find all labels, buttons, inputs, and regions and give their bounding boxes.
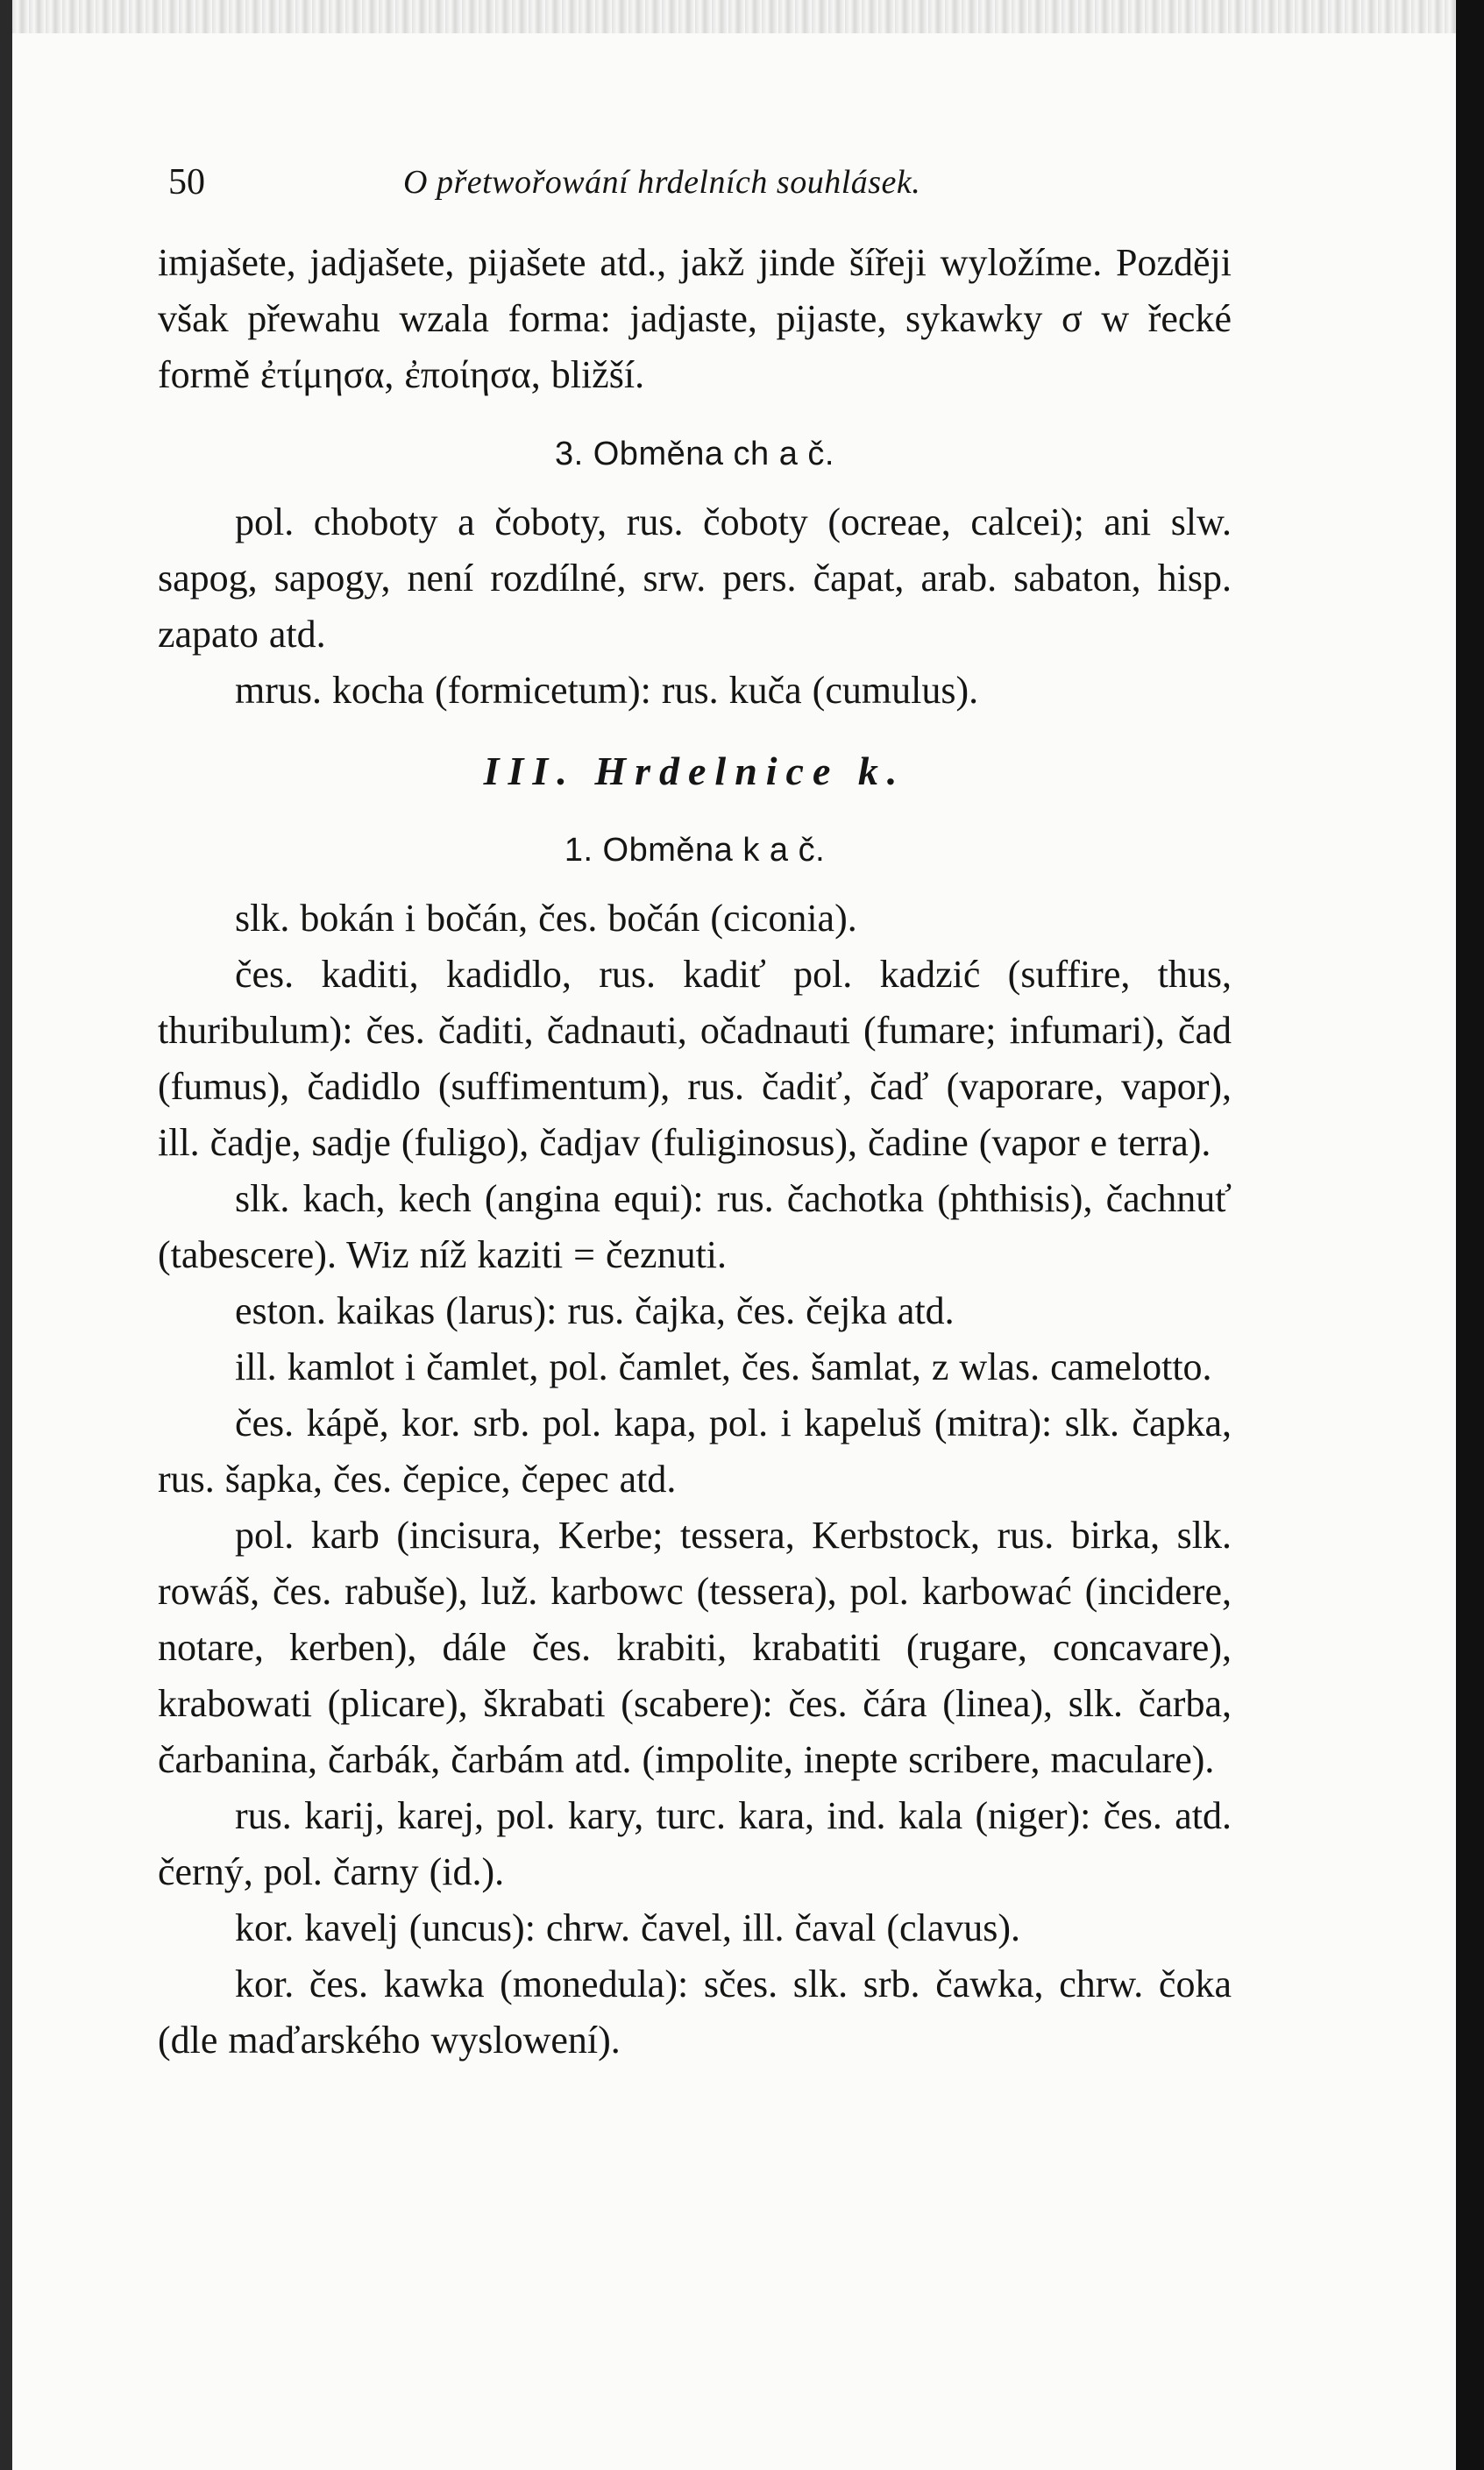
section-heading-hrdelnice-k: III. Hrdelnice k. — [483, 749, 906, 793]
paragraph-continuation: imjašete, jadjašete, pijašete atd., jakž jinde šířeji wyložíme. Později však přewahu wzala forma: jadjaste, pijaste, sykawky σ w řecké formě ἐτίμησα, ἐποίησα, bližší. — [158, 241, 1232, 396]
subsection-heading-k-c: 1. Obměna k a č. — [564, 832, 826, 869]
paragraph-karb: pol. karb (incisura, Kerbe; tessera, Kerbstock, rus. birka, slk. rowáš, čes. rabuše), luž. karbowc (tessera), pol. karbować (incidere, notare, kerben), dále čes. krabiti, krabatiti (rugare, concavare), krabowati (plicare), škrabati (scabere): čes. čára (linea), slk. čarba, čarbanina, čarbák, čarbám atd. (impolite, inepte scribere, maculare). — [158, 1514, 1232, 1781]
paragraph-kaditi: čes. kaditi, kadidlo, rus. kadiť pol. kadzić (suffire, thus, thuribulum): čes. čaditi, čadnauti, očadnauti (fumare; infumari), čad (fumus), čadidlo (suffimentum), rus. čadiť, čaď (vaporare, vapor), ill. čadje, sadje (fuligo), čadjav (fuliginosus), čadine (vapor e terra). — [158, 953, 1232, 1164]
subsection-heading-ch-c: 3. Obměna ch a č. — [555, 436, 834, 472]
scan-edge-left — [0, 0, 12, 2470]
scan-noise-top — [12, 0, 1456, 33]
running-head — [158, 140, 1232, 219]
paragraph-kaikas: eston. kaikas (larus): rus. čajka, čes. čejka atd. — [235, 1289, 955, 1332]
paragraph-kavelj: kor. kavelj (uncus): chrw. čavel, ill. čaval (clavus). — [235, 1906, 1021, 1949]
paragraph-kawka: kor. čes. kawka (monedula): sčes. slk. srb. čawka, chrw. čoka (dle maďarského wyslowení). — [158, 1963, 1232, 2062]
paragraph-choboty: pol. choboty a čoboty, rus. čoboty (ocreae, calcei); ani slw. sapog, sapogy, není rozdílné, srw. pers. čapat, arab. sabaton, hisp. zapato atd. — [158, 500, 1232, 656]
paragraph-kocha: mrus. kocha (formicetum): rus. kuča (cumulus). — [235, 669, 979, 712]
page-content — [158, 140, 1232, 2069]
paragraph-kach: slk. kach, kech (angina equi): rus. čachotka (phthisis), čachnuť (tabescere). Wiz níž kaziti = čeznuti. — [158, 1177, 1232, 1276]
scan-edge-right — [1456, 0, 1484, 2470]
paragraph-bokan: slk. bokán i bočán, čes. bočán (ciconia). — [235, 897, 857, 940]
running-title: O přetwořowání hrdelních souhlásek. — [403, 164, 921, 201]
paragraph-karij: rus. karij, karej, pol. kary, turc. kara, ind. kala (niger): čes. atd. černý, pol. čarny (id.). — [158, 1794, 1232, 1893]
page-number: 50 — [168, 162, 205, 202]
paragraph-kamlot: ill. kamlot i čamlet, pol. čamlet, čes. šamlat, z wlas. camelotto. — [235, 1345, 1212, 1388]
paragraph-kape: čes. kápě, kor. srb. pol. kapa, pol. i kapeluš (mitra): slk. čapka, rus. šapka, čes. čepice, čepec atd. — [158, 1402, 1232, 1501]
